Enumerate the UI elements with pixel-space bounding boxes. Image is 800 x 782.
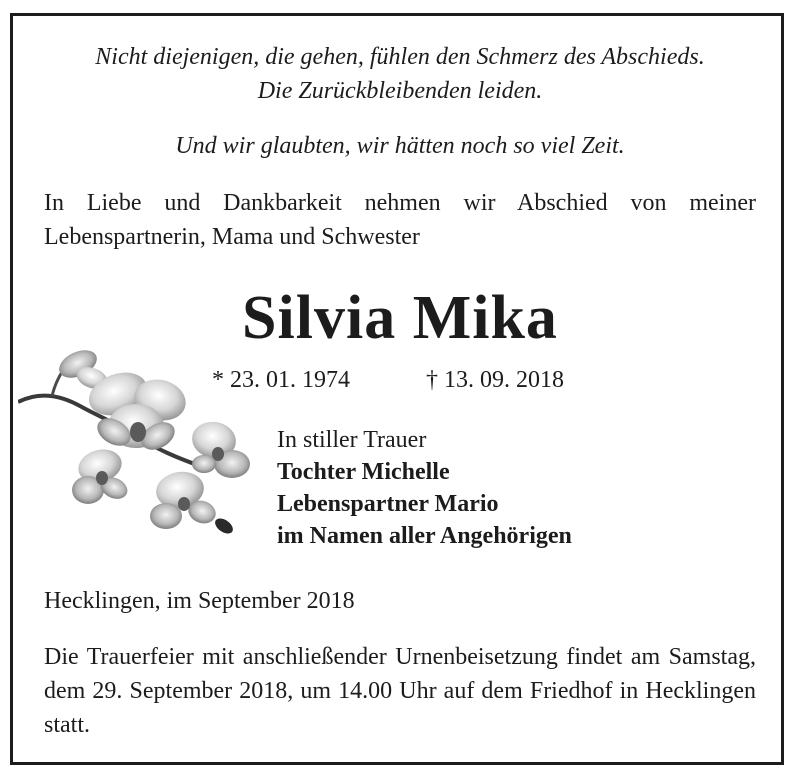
service-notice: Die Trauerfeier mit anschließender Urnenbeisetzung findet am Samstag, dem 29. September 2018, um 14.00 Uhr auf dem Friedhof in Hecklingen statt. bbox=[44, 644, 756, 738]
quote-line: Nicht diejenigen, die gehen, fühlen den Schmerz des Abschieds. bbox=[95, 44, 705, 70]
mourners-heading: In stiller Trauer bbox=[277, 427, 427, 453]
mourners-block bbox=[277, 424, 572, 552]
mourner-name: Lebenspartner Mario bbox=[277, 491, 499, 517]
quote-line: Die Zurückbleibenden leiden. bbox=[257, 78, 543, 104]
mourner-name: im Namen aller Angehörigen bbox=[277, 523, 572, 549]
deceased-name: Silvia Mika bbox=[242, 284, 558, 352]
mourner-name: Tochter Michelle bbox=[277, 459, 450, 485]
quote-block bbox=[0, 40, 800, 108]
intro-text: In Liebe und Dankbarkeit nehmen wir Abschied von meiner Lebenspartnerin, Mama und Schwester bbox=[44, 190, 756, 250]
death-date: † 13. 09. 2018 bbox=[426, 367, 564, 393]
birth-date: * 23. 01. 1974 bbox=[212, 367, 350, 393]
quote-line: Und wir glaubten, wir hätten noch so viel Zeit. bbox=[175, 133, 625, 159]
orchid-icon bbox=[18, 340, 258, 540]
place-date: Hecklingen, im September 2018 bbox=[44, 588, 355, 614]
